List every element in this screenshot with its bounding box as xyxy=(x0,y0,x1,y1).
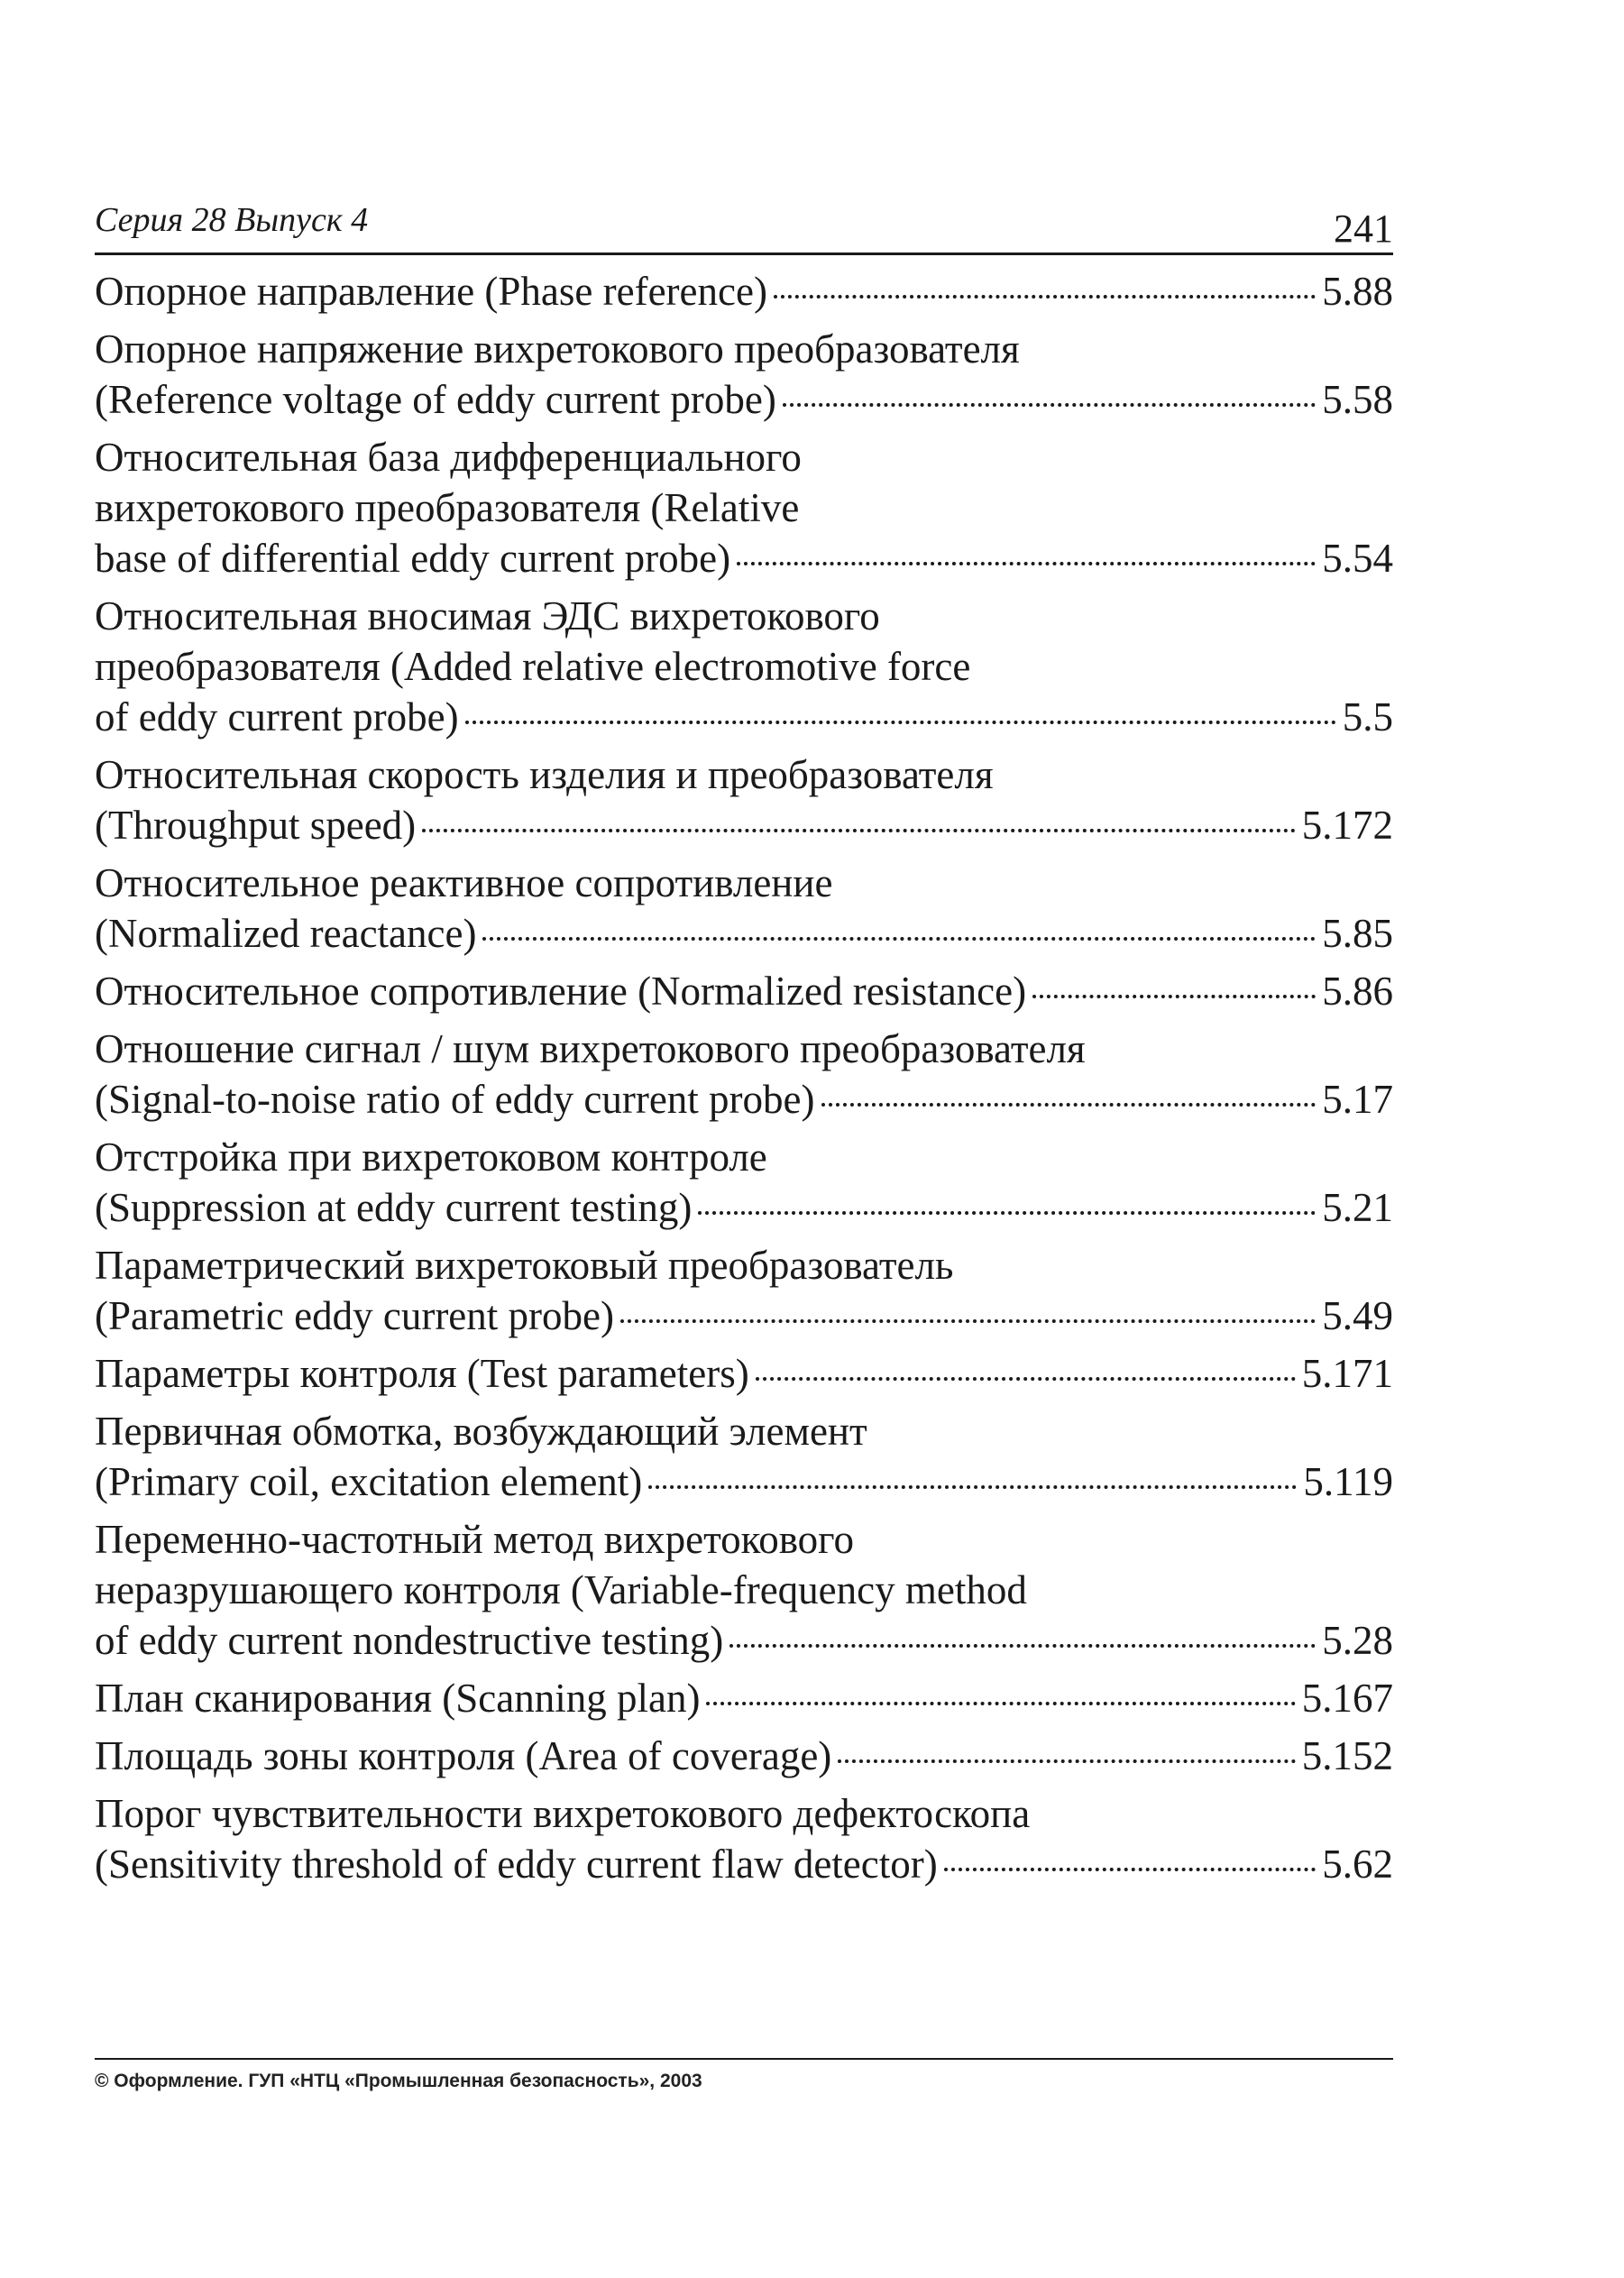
dot-leader xyxy=(1032,995,1316,998)
dot-leader xyxy=(698,1211,1316,1215)
index-entry-final-line xyxy=(95,1673,1393,1723)
section-reference-number: 5.172 xyxy=(1301,803,1393,848)
index-entry-text-line: Отношение сигнал / шум вихретокового преобразователя xyxy=(95,1026,1086,1071)
dot-leader xyxy=(706,1702,1295,1705)
index-entry xyxy=(95,966,1393,1016)
index-entry-final-line xyxy=(95,533,1393,583)
dot-leader xyxy=(648,1485,1297,1489)
index-entry-text-line: Относительное реактивное сопротивление xyxy=(95,860,833,905)
index-entry-final-line xyxy=(95,966,1393,1016)
index-entry-text-line: Опорное направление (Phase reference) xyxy=(95,269,767,314)
index-entry-text-line: Переменно-частотный метод вихретокового xyxy=(95,1517,855,1562)
index-entry xyxy=(95,1406,1393,1507)
index-entry-text-line: of eddy current nondestructive testing) xyxy=(95,1618,724,1663)
section-reference-number: 5.86 xyxy=(1322,969,1393,1014)
section-reference-number: 5.88 xyxy=(1322,269,1393,314)
series-issue-label: Серия 28 Выпуск 4 xyxy=(95,201,369,239)
index-entry xyxy=(95,1514,1393,1666)
index-entry-final-line xyxy=(95,1839,1393,1889)
dot-leader xyxy=(774,295,1316,299)
footer-divider xyxy=(95,2058,1393,2060)
section-reference-number: 5.58 xyxy=(1322,377,1393,422)
index-entry xyxy=(95,1788,1393,1889)
index-entry-final-line xyxy=(95,908,1393,959)
index-entry xyxy=(95,1132,1393,1233)
dot-leader xyxy=(482,937,1316,941)
index-entry-final-line xyxy=(95,1456,1393,1507)
index-entry-text-line: План сканирования (Scanning plan) xyxy=(95,1676,701,1721)
index-entry xyxy=(95,266,1393,317)
index-entry-text-line: Параметрический вихретоковый преобразователь xyxy=(95,1243,954,1288)
index-entry-text-line: Первичная обмотка, возбуждающий элемент xyxy=(95,1409,867,1454)
index-entry-final-line xyxy=(95,1615,1393,1666)
section-reference-number: 5.171 xyxy=(1301,1351,1393,1396)
section-reference-number: 5.152 xyxy=(1301,1733,1393,1778)
index-entry-final-line xyxy=(95,692,1393,742)
index-entry-text-line: вихретокового преобразователя (Relative xyxy=(95,485,800,530)
section-reference-number: 5.119 xyxy=(1303,1459,1393,1504)
index-entry-text-line: (Normalized reactance) xyxy=(95,911,477,956)
section-reference-number: 5.85 xyxy=(1322,911,1393,956)
index-entry-final-line xyxy=(95,1182,1393,1233)
index-entry xyxy=(95,858,1393,959)
dot-leader xyxy=(783,403,1316,407)
index-entry-text-line: преобразователя (Added relative electromotive force xyxy=(95,644,971,689)
page-number: 241 xyxy=(1334,207,1393,251)
index-entry-text-line: (Signal-to-noise ratio of eddy current probe) xyxy=(95,1077,815,1122)
dot-leader xyxy=(944,1868,1317,1871)
index-entry xyxy=(95,1673,1393,1723)
section-reference-number: 5.62 xyxy=(1322,1842,1393,1887)
dot-leader xyxy=(620,1319,1316,1323)
index-entry-final-line xyxy=(95,266,1393,317)
section-reference-number: 5.167 xyxy=(1301,1676,1393,1721)
dot-leader xyxy=(422,829,1296,832)
index-entry-final-line xyxy=(95,800,1393,850)
index-entry xyxy=(95,1024,1393,1125)
index-entry-text-line: Отстройка при вихретоковом контроле xyxy=(95,1134,767,1180)
index-entry xyxy=(95,324,1393,425)
index-entry-text-line: Площадь зоны контроля (Area of coverage) xyxy=(95,1733,832,1778)
index-entry-text-line: (Throughput speed) xyxy=(95,803,417,848)
dot-leader xyxy=(737,562,1316,565)
index-entry xyxy=(95,1348,1393,1399)
dot-leader xyxy=(465,721,1336,724)
index-entry-text-line: Относительная скорость изделия и преобразователя xyxy=(95,752,994,797)
section-reference-number: 5.28 xyxy=(1322,1618,1393,1663)
index-entry xyxy=(95,1240,1393,1341)
index-entry xyxy=(95,749,1393,850)
index-entry-final-line xyxy=(95,1731,1393,1781)
index-entry xyxy=(95,591,1393,742)
index-entry-text-line: (Parametric eddy current probe) xyxy=(95,1293,614,1338)
index-entry-final-line xyxy=(95,1348,1393,1399)
index-entry-text-line: base of differential eddy current probe) xyxy=(95,536,731,581)
index-entry xyxy=(95,432,1393,583)
copyright-notice: © Оформление. ГУП «НТЦ «Промышленная безопасность», 2003 xyxy=(95,2071,702,2091)
header-divider xyxy=(95,253,1393,255)
glossary-index-list xyxy=(95,266,1393,1897)
index-entry-text-line: (Primary coil, excitation element) xyxy=(95,1459,643,1504)
dot-leader xyxy=(729,1644,1316,1648)
index-entry-text-line: Относительная вносимая ЭДС вихретокового xyxy=(95,593,880,638)
index-entry-text-line: Относительная база дифференциального xyxy=(95,435,802,480)
index-entry-text-line: Относительное сопротивление (Normalized resistance) xyxy=(95,969,1027,1014)
section-reference-number: 5.5 xyxy=(1342,694,1393,739)
index-entry-text-line: Порог чувствительности вихретокового дефектоскопа xyxy=(95,1791,1031,1836)
index-entry-text-line: (Suppression at eddy current testing) xyxy=(95,1185,693,1230)
dot-leader xyxy=(838,1759,1295,1763)
index-entry-text-line: (Reference voltage of eddy current probe) xyxy=(95,377,776,422)
index-entry-text-line: неразрушающего контроля (Variable-frequency method xyxy=(95,1567,1027,1612)
index-entry-final-line xyxy=(95,1074,1393,1125)
section-reference-number: 5.49 xyxy=(1322,1293,1393,1338)
index-entry-final-line xyxy=(95,1291,1393,1341)
index-entry-text-line: of eddy current probe) xyxy=(95,694,459,739)
section-reference-number: 5.17 xyxy=(1322,1077,1393,1122)
section-reference-number: 5.54 xyxy=(1322,536,1393,581)
index-entry-text-line: (Sensitivity threshold of eddy current flaw detector) xyxy=(95,1842,938,1887)
section-reference-number: 5.21 xyxy=(1322,1185,1393,1230)
dot-leader xyxy=(821,1103,1317,1107)
index-entry-text-line: Опорное напряжение вихретокового преобразователя xyxy=(95,326,1020,372)
index-entry xyxy=(95,1731,1393,1781)
dot-leader xyxy=(756,1377,1296,1381)
page-header xyxy=(95,200,1393,254)
index-entry-final-line xyxy=(95,374,1393,425)
index-entry-text-line: Параметры контроля (Test parameters) xyxy=(95,1351,749,1396)
